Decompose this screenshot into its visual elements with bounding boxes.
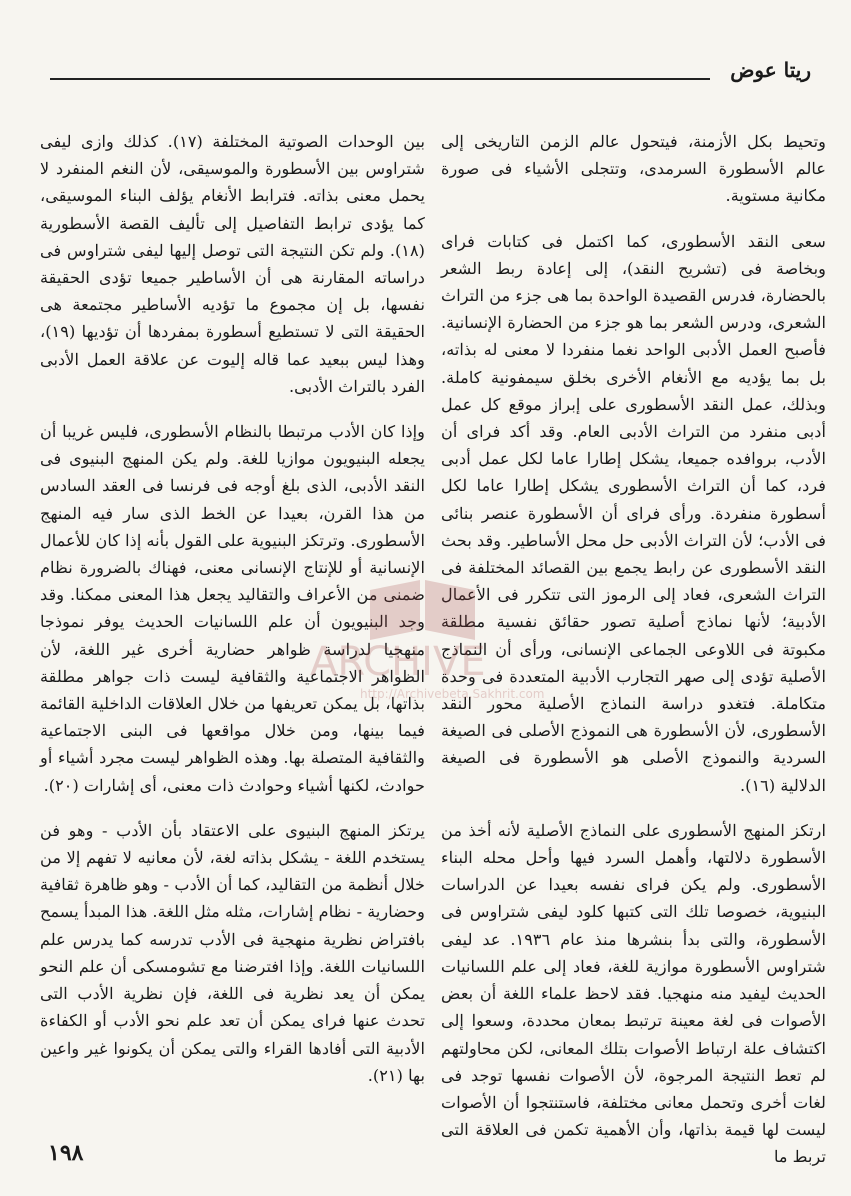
paragraph: ارتكز المنهج الأسطورى على النماذج الأصلية لأنه أخذ من الأسطورة دلالتها، وأهمل السرد فيها وأحل محله البناء الأسطورى. ولم يكن فراى نفسه بعيدا عن الدراسات البنيوية، خصوصا تلك التى كتبها كلود ليفى شتراوس فى الأسطورة، والتى بدأ بنشرها منذ عام ١٩٣٦. عد ليفى شتراوس الأسطورة موازية للغة، فعاد إلى علم اللسانيات الحديث ليفيد منه منهجيا. فقد لاحظ علماء اللغة أن بعض الأصوات فى لغة معينة ترتبط بمعان محددة، وسعوا إلى اكتشاف علة ارتباط الأصوات بتلك المعانى، لكن محاولتهم لم تعط النتيجة المرجوة، لأن الأصوات نفسها توجد فى لغات أخرى وتحمل معانى مختلفة، فاستنتجوا أن الأصوات ليست لها قيمة بذاتها، وأن الأهمية تكمن فى العلاقة التى تربط ما xyxy=(441,820,827,1167)
watermark-url: http://Archivebeta.Sakhrit.com xyxy=(360,687,545,701)
page-number: ١٩٨ xyxy=(48,1140,84,1166)
right-column xyxy=(441,128,826,1189)
running-header-author: ريتا عوض xyxy=(730,58,811,82)
header-rule xyxy=(50,78,710,80)
paragraph: يرتكز المنهج البنيوى على الاعتقاد بأن الأدب - وهو فن يستخدم اللغة - يشكل بذاته لغة، لأن معانيه لا تفهم إلا من خلال أنظمة من التقاليد، كما أن الأدب - وهو ظاهرة ثقافية وحضارية - نظام إشارات، مثله مثل اللغة. هذا المبدأ يسمح بافتراض نظرية منهجية فى الأدب تدرسه كما يدرس علم اللسانيات اللغة. وإذا افترضنا مع تشومسكى أن علم النحو يمكن أن يعد نظرية فى اللغة، فإن نظرية الأدب التى تحدث عنها فراى يمكن أن تعد علم نحو الأدب أو الكفاءة الأدبية التى أفادها القراء والتى يمكن أن يكونوا غير واعين بها (٢١). xyxy=(40,820,425,1085)
paragraph: سعى النقد الأسطورى، كما اكتمل فى كتابات فراى وبخاصة فى (تشريح النقد)، إلى إعادة ربط الشعر بالحضارة، فدرس القصيدة الواحدة بما هى جزء من التراث الشعرى، ودرس الشعر بما هو جزء من الحضارة الإنسانية. فأصبح العمل الأدبى الواحد نغما منفردا لا معنى له بذاته، بل بما يؤديه مع الأنغام الأخرى بخلق سيمفونية كاملة. وبذلك، عمل النقد الأسطورى على إبراز موقع كل عمل أدبى منفرد من التراث الأدبى العام. وقد أكد فراى أن الأدب، بروافده جميعا، يشكل إطارا عاما لكل عمل أدبى فرد، كما أن التراث الأسطورى يشكل إطارا عاما لكل أسطورة منفردة. ورأى فراى أن الأسطورة عنصر بنائى فى الأدب؛ لأن التراث الأدبى حل محل الأساطير. وقد بحث النقد الأسطورى عن رابط يجمع بين القصائد المختلفة فى التراث الشعرى، فعاد إلى الرموز التى تتكرر فى الأعمال الأدبية؛ لأنها نماذج أصلية تصور حقائق نفسية مطلقة مكبوتة فى اللاوعى الجماعى الإنسانى، ورأى أن النماذج الأصلية تؤدى إلى صهر التجارب الأدبية المتعددة فى وحدة متكاملة. فتغدو دراسة النماذج الأصلية محور النقد الأسطورى، لأن الأسطورة هى النموذج الأصلى فى الصيغة السردية والنموذج الأصلى هو الأسطورة فى الصيغة الدلالية (١٦). xyxy=(441,231,826,795)
paragraph: بين الوحدات الصوتية المختلفة (١٧). كذلك وازى ليفى شتراوس بين الأسطورة والموسيقى، لأن النغم المنفرد لا يحمل معنى بذاته. فترابط الأنغام يؤلف البناء الموسيقى، كما يؤدى ترابط التفاصيل إلى تأليف القصة الأسطورية (١٨). ولم تكن النتيجة التى توصل إليها ليفى شتراوس فى دراساته المقارنة هى أن الأساطير جميعا تؤدى الحقيقة نفسها، بل إن مجموع ما تؤديه الأساطير مجتمعة هى الحقيقة التى لا تستطيع أسطورة بمفردها أن تؤديها (١٩)، وهذا ليس ببعيد عما قاله إليوت عن علاقة العمل الأدبى الفرد بالتراث الأدبى. xyxy=(40,132,425,396)
paragraph: وإذا كان الأدب مرتبطا بالنظام الأسطورى، فليس غريبا أن يجعله البنيويون موازيا للغة. ولم يكن المنهج البنيوى فى النقد الأدبى، الذى بلغ أوجه فى فرنسا فى العقد السادس من هذا القرن، بعيدا عن الخط الذى سار فيه المنهج الأسطورى. وترتكز البنيوية على القول بأنه إذا كان للأعمال الإنسانية أو للإنتاج الإنسانى معنى، فهناك بالضرورة نظام ضمنى من الأعراف والتقاليد يجعل هذا المعنى ممكنا. وقد وجد البنيويون أن علم اللسانيات الحديث يوفر نموذجا منهجيا لدراسة ظواهر حضارية أخرى غير اللغة، لأن الظواهر الاجتماعية والثقافية ليست ذات جواهر مطلقة بذاتها، بل يمكن تعريفها من خلال العلاقات الداخلية القائمة فيما بينها، ومن خلال مواقعها فى البنى الاجتماعية والثقافية المتصلة بها. وهذه الظواهر ليست مجرد أشياء أو حوادث، لكنها أشياء وحوادث ذات معنى، أى إشارات (٢٠). xyxy=(40,422,425,795)
paragraph: وتحيط بكل الأزمنة، فيتحول عالم الزمن التاريخى إلى عالم الأسطورة السرمدى، وتتجلى الأشياء فى صورة مكانية مستوية. xyxy=(441,132,826,206)
watermark-word: ARCHIVE xyxy=(310,639,486,685)
left-column xyxy=(40,128,425,1107)
